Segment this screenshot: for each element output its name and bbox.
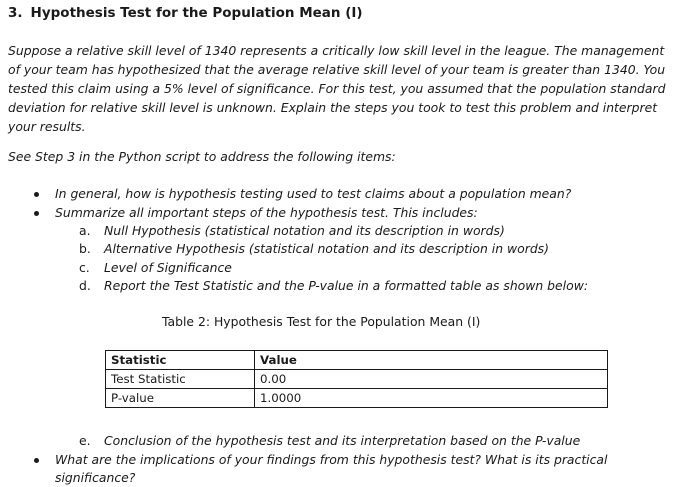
section-title: Hypothesis Test for the Population Mean (I) (30, 5, 363, 21)
table-header-row (106, 351, 608, 370)
sub-item-marker: a. (79, 223, 91, 238)
table-header-cell: Statistic (106, 351, 255, 370)
sub-item-text: Level of Significance (104, 260, 232, 275)
bullet-text: significance? (55, 470, 136, 485)
bullet-text: Summarize all important steps of the hypothesis test. This includes: (55, 205, 478, 220)
table-cell: 1.0000 (255, 389, 608, 408)
intro-line: your results. (8, 119, 86, 134)
bullet-dot-icon (34, 458, 39, 463)
table-cell: Test Statistic (106, 370, 255, 389)
bullet-dot-icon (34, 192, 39, 197)
sub-item-text: Alternative Hypothesis (statistical notation and its description in words) (104, 241, 549, 256)
sub-item-text: Null Hypothesis (statistical notation and its description in words) (104, 223, 505, 238)
table-cell: 0.00 (255, 370, 608, 389)
intro-paragraph (8, 41, 684, 136)
section-number: 3. (8, 5, 23, 21)
section-heading (8, 5, 363, 21)
sub-item-marker: d. (79, 278, 91, 293)
table-caption: Table 2: Hypothesis Test for the Population Mean (I) (162, 314, 481, 329)
bullet-dot-icon (34, 211, 39, 216)
see-step-instruction: See Step 3 in the Python script to address the following items: (8, 149, 396, 164)
sub-item-marker: b. (79, 241, 91, 256)
intro-line: of your team has hypothesized that the average relative skill level of your team is greater than 1340. You (8, 62, 666, 77)
table-header-cell: Value (255, 351, 608, 370)
sub-item-marker: e. (79, 433, 91, 448)
bullet-text: What are the implications of your findings from this hypothesis test? What is its practical (55, 452, 608, 467)
table-cell: P-value (106, 389, 255, 408)
table-row (106, 370, 608, 389)
sub-item-text: Report the Test Statistic and the P-value in a formatted table as shown below: (104, 278, 589, 293)
statistics-table (105, 350, 608, 408)
intro-line: deviation for relative skill level is unknown. Explain the steps you took to test this problem and interpret (8, 100, 658, 115)
sub-item-text: Conclusion of the hypothesis test and its interpretation based on the P-value (104, 433, 581, 448)
bullet-text: In general, how is hypothesis testing used to test claims about a population mean? (55, 186, 572, 201)
intro-line: Suppose a relative skill level of 1340 represents a critically low skill level in the league. The management (8, 43, 665, 58)
table-row (106, 389, 608, 408)
intro-line: tested this claim using a 5% level of significance. For this test, you assumed that the population standard (8, 81, 666, 96)
sub-item-marker: c. (79, 260, 90, 275)
